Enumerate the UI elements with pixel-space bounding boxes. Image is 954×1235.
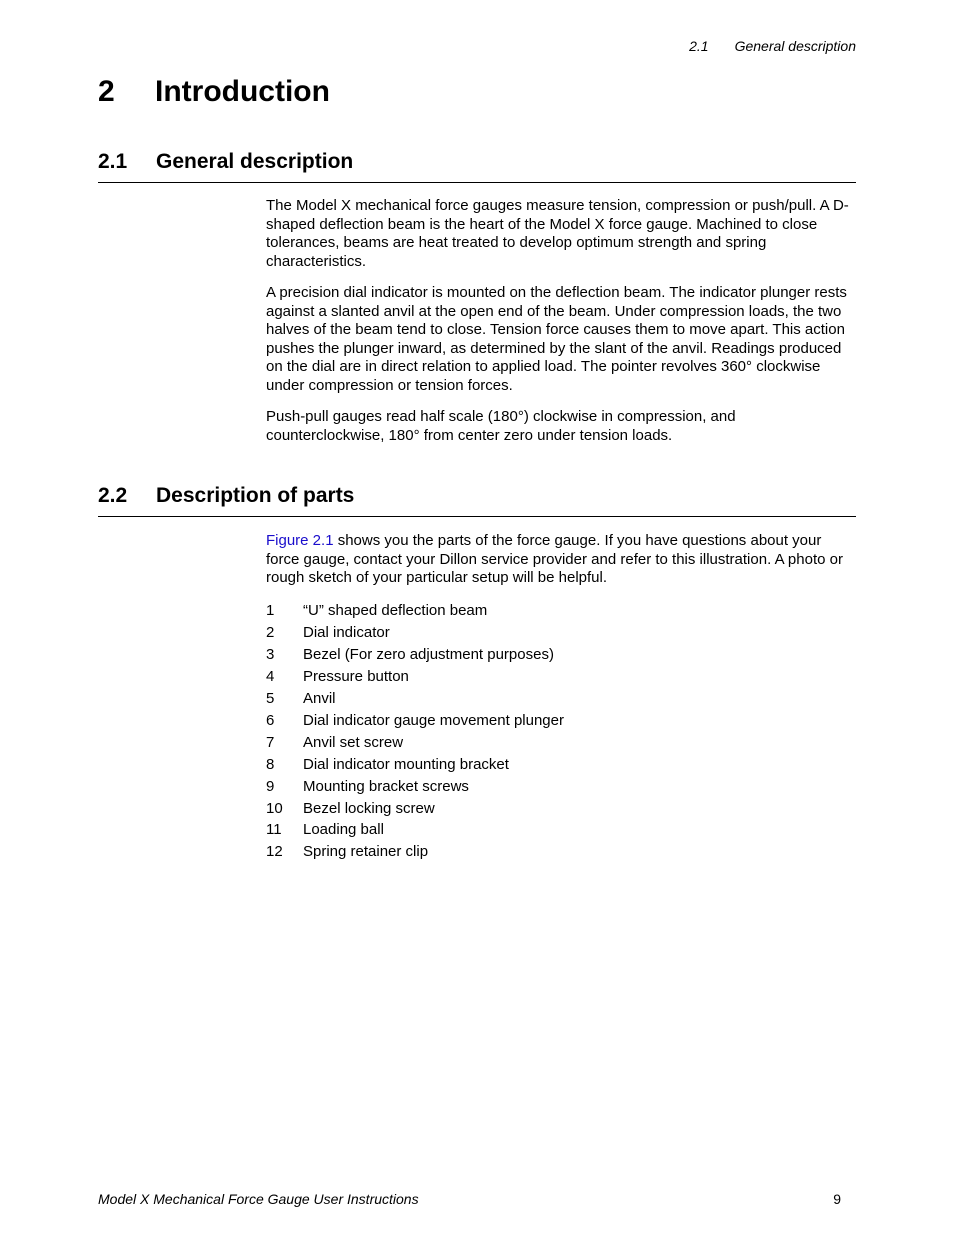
list-item <box>266 688 856 710</box>
running-header-section-number: 2.1 <box>689 38 709 54</box>
list-item <box>266 841 856 863</box>
section-body <box>266 197 856 445</box>
list-item <box>266 819 856 841</box>
list-item <box>266 754 856 776</box>
running-header-section-title: General description <box>734 38 856 54</box>
part-label: “U” shaped deflection beam <box>303 602 488 620</box>
parts-list <box>266 600 856 863</box>
footer-document-title: Model X Mechanical Force Gauge User Instructions <box>98 1191 419 1207</box>
running-header <box>689 38 856 54</box>
chapter-title-text: Introduction <box>155 75 330 108</box>
part-number: 9 <box>266 777 275 795</box>
part-number: 1 <box>266 602 275 620</box>
list-item <box>266 644 856 666</box>
part-number: 5 <box>266 690 275 707</box>
figure-link[interactable]: Figure 2.1 <box>266 532 334 549</box>
part-number: 3 <box>266 646 275 664</box>
chapter-title <box>98 72 330 112</box>
paragraph-text: shows you the parts of the force gauge. If you have questions about your force gauge, contact your Dillon service provider and refer to this illustration. A photo or rough sketch of your particular setup will be helpful. <box>266 532 843 587</box>
part-number: 8 <box>266 755 275 773</box>
list-item <box>266 600 856 622</box>
part-label: Dial indicator mounting bracket <box>303 755 509 773</box>
part-label: Mounting bracket screws <box>303 777 469 795</box>
section-title: General description <box>156 150 354 173</box>
part-number: 7 <box>266 733 275 751</box>
part-label: Bezel (For zero adjustment purposes) <box>303 646 554 664</box>
section-title: Description of parts <box>156 484 355 507</box>
part-label: Anvil set screw <box>303 733 404 751</box>
list-item <box>266 798 856 820</box>
part-number: 11 <box>266 821 282 839</box>
part-number: 6 <box>266 711 275 729</box>
part-label: Spring retainer clip <box>303 843 429 861</box>
part-label: Anvil <box>303 690 336 707</box>
page-number: 9 <box>833 1191 841 1207</box>
part-label: Loading ball <box>303 821 384 839</box>
part-number: 10 <box>266 799 283 817</box>
paragraph <box>266 532 856 588</box>
page-footer <box>98 1191 841 1207</box>
list-item <box>266 622 856 644</box>
part-label: Dial indicator gauge movement plunger <box>303 711 564 729</box>
list-item <box>266 776 856 798</box>
section-description-of-parts <box>98 482 856 863</box>
part-number: 2 <box>266 624 275 642</box>
section-heading <box>98 148 856 183</box>
part-label: Dial indicator <box>303 624 390 642</box>
section-heading <box>98 482 856 517</box>
part-number: 12 <box>266 843 283 861</box>
section-number: 2.2 <box>98 484 128 507</box>
paragraph: A precision dial indicator is mounted on the deflection beam. The indicator plunger rests against a slanted anvil at the open end of the beam. Under compression loads, the two halves of the beam tend to close. Tension force causes them to move apart. This action pushes the plunger inward, as determined by the slant of the anvil. Readings produced on the dial are in direct relation to applied load. The pointer revolves 360° clockwise under compression or tension forces. <box>266 283 847 394</box>
paragraph: Push-pull gauges read half scale (180°) clockwise in compression, and counterclockwise, 180° from center zero under tension loads. <box>266 408 736 444</box>
list-item <box>266 666 856 688</box>
paragraph: The Model X mechanical force gauges measure tension, compression or push/pull. A D-shaped deflection beam is the heart of the Model X force gauge. Machined to close tolerances, beams are heat treated to develop optimum strength and spring characteristics. <box>266 197 849 270</box>
part-label: Pressure button <box>303 668 409 686</box>
section-number: 2.1 <box>98 150 128 173</box>
section-body <box>266 532 856 863</box>
list-item <box>266 710 856 732</box>
part-number: 4 <box>266 668 275 686</box>
section-general-description <box>98 148 856 458</box>
list-item <box>266 732 856 754</box>
chapter-number: 2 <box>98 75 115 108</box>
part-label: Bezel locking screw <box>303 799 435 817</box>
